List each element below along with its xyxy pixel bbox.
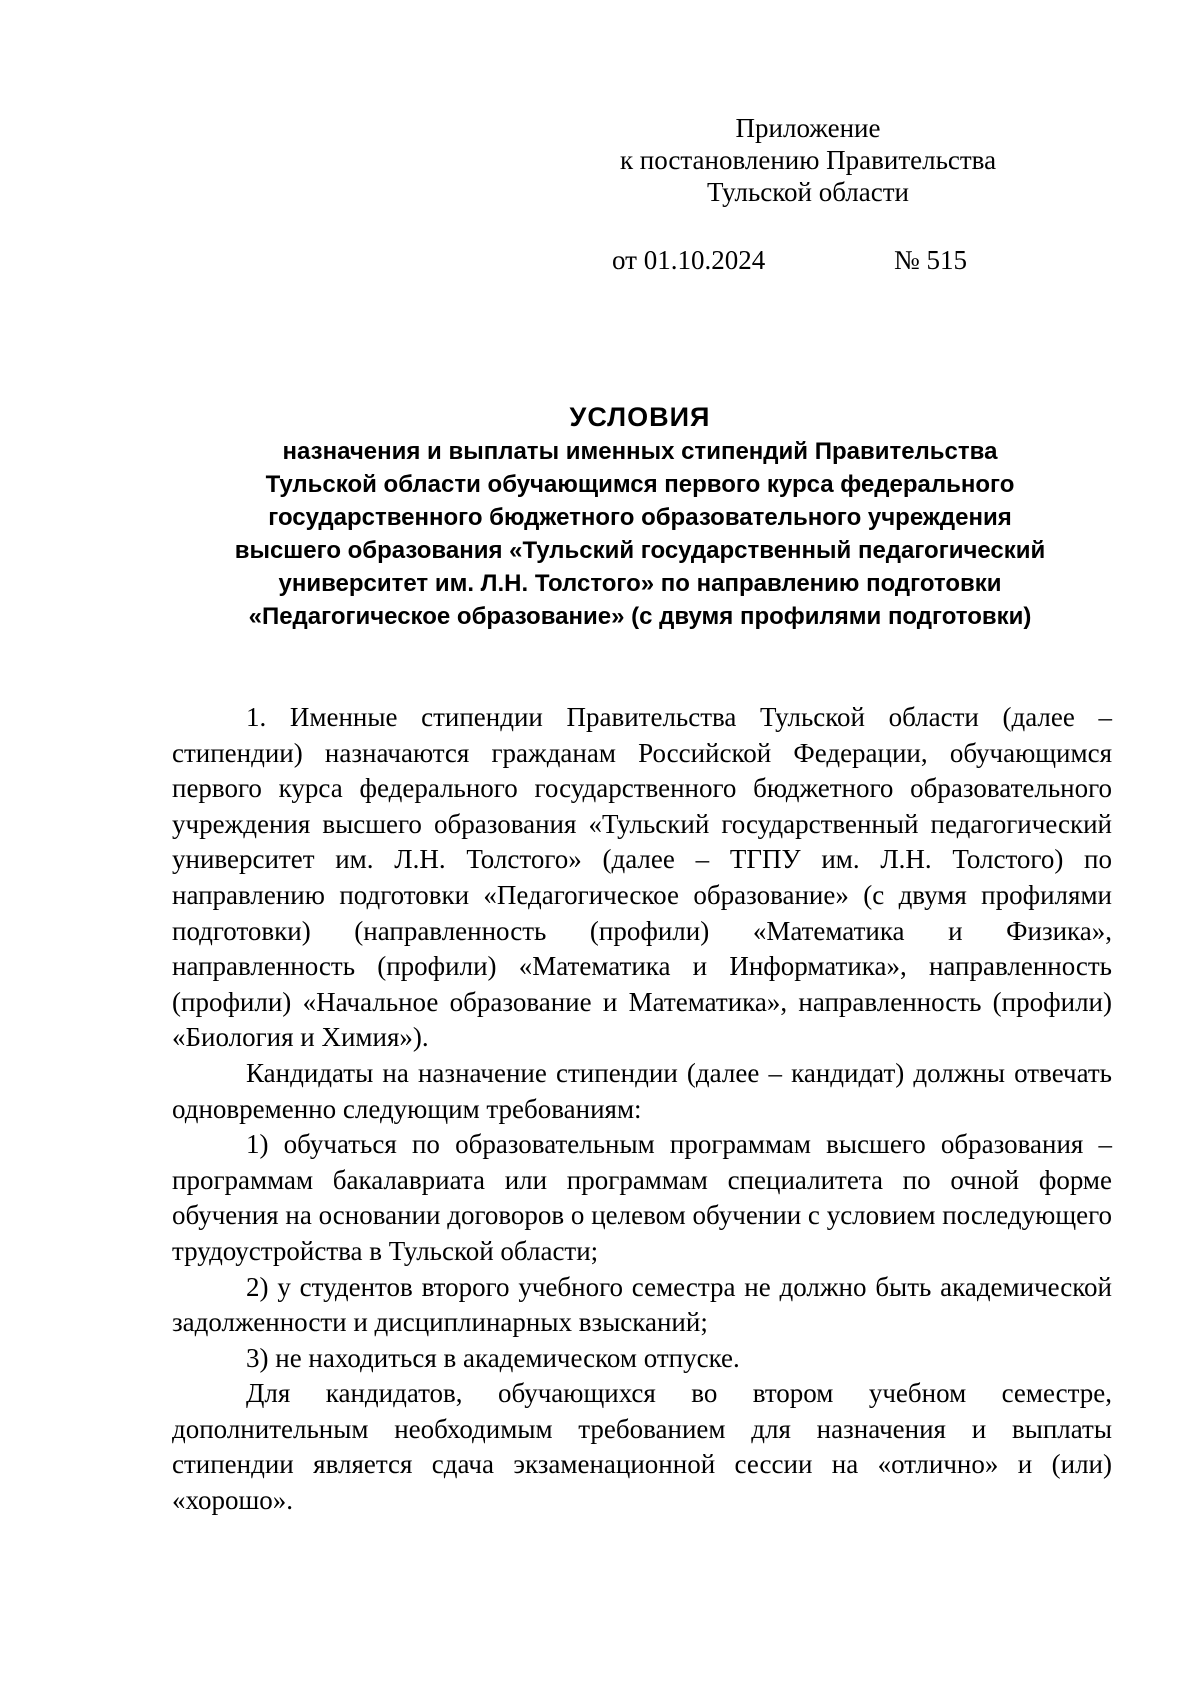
- paragraph-candidates: Кандидаты на назначение стипендии (далее – кандидат) должны отвечать одновременно следующим требованиям:: [172, 1057, 1112, 1124]
- document-title: [170, 401, 1110, 633]
- title-line: назначения и выплаты именных стипендий Правительства: [282, 438, 998, 465]
- title-line: университет им. Л.Н. Толстого» по направлению подготовки: [278, 570, 1002, 597]
- paragraph-1: 1. Именные стипендии Правительства Тульской области (далее – стипендии) назначаются гражданам Российской Федерации, обучающимся первого курса федерального государственного бюджетного образовательного учреждения высшего образования «Тульский государственный педагогический университет им. Л.Н. Толстого» (далее – ТГПУ им. Л.Н. Толстого) по направлению подготовки «Педагогическое образование» (с двумя профилями подготовки) (направленность (профили) «Математика и Физика», направленность (профили) «Математика и Информатика», направленность (профили) «Начальное образование и Математика», направленность (профили) «Биология и Химия»).: [172, 702, 1112, 1053]
- paragraph-additional-requirement: Для кандидатов, обучающихся во втором учебном семестре, дополнительным необходимым требованием для назначения и выплаты стипендии является сдача экзаменационной сессии на «отлично» и (или) «хорошо».: [172, 1378, 1112, 1516]
- appendix-line: Приложение: [735, 113, 881, 143]
- title-line: «Педагогическое образование» (с двумя профилями подготовки): [248, 603, 1032, 630]
- requirement-1: 1) обучаться по образовательным программам высшего образования – программам бакалавриата или программам специалитета по очной форме обучения на основании договоров о целевом обучении с условием последующего трудоустройства в Тульской области;: [172, 1129, 1112, 1266]
- title-line: высшего образования «Тульский государственный педагогический: [234, 537, 1046, 564]
- requirement-3: 3) не находиться в академическом отпуске.: [246, 1342, 740, 1373]
- title-heading: УСЛОВИЯ: [569, 402, 711, 432]
- resolution-date: от 01.10.2024: [612, 245, 766, 275]
- appendix-block: [610, 112, 1006, 208]
- appendix-line: Тульской области: [707, 177, 909, 207]
- document-body: [172, 700, 1112, 1519]
- title-line: Тульской области обучающимся первого курса федерального: [265, 471, 1015, 498]
- resolution-number: № 515: [894, 245, 968, 275]
- title-line: государственного бюджетного образовательного учреждения: [268, 504, 1012, 531]
- appendix-line: к постановлению Правительства: [619, 145, 997, 175]
- requirement-2: 2) у студентов второго учебного семестра не должно быть академической задолженности и дисциплинарных взысканий;: [172, 1271, 1112, 1338]
